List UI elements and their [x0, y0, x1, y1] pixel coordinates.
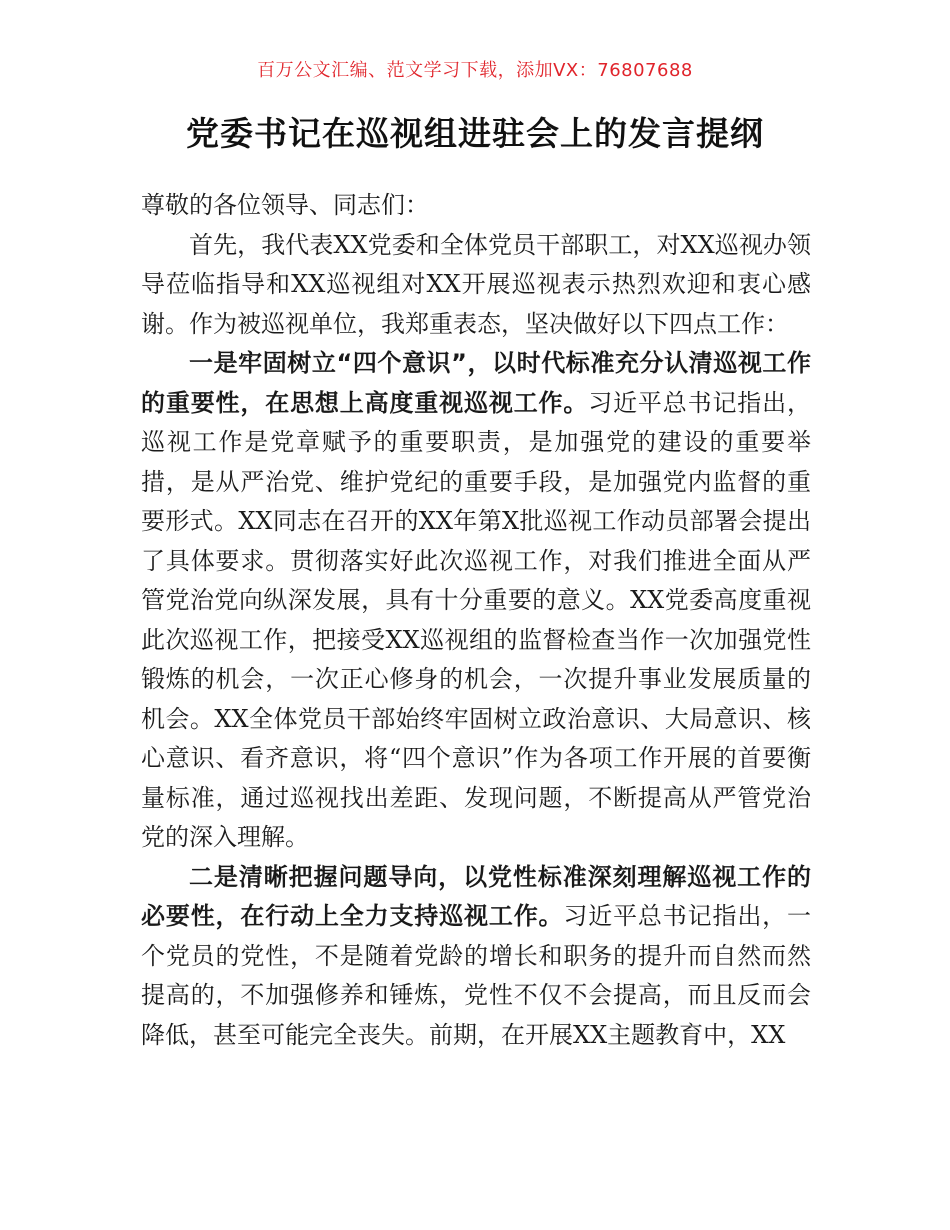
paragraph-point-two [141, 858, 811, 1056]
document-body [141, 186, 811, 1055]
paragraph-point-one [141, 344, 811, 858]
paragraph-text: 习近平总书记指出，巡视工作是党章赋予的重要职责，是加强党的建设的重要举措，是从严治党、维护党纪的重要手段，是加强党内监督的重要形式。XX同志在召开的XX年第X批巡视工作动员部署会提出了具体要求。贯彻落实好此次巡视工作，对我们推进全面从严管党治党向纵深发展，具有十分重要的意义。XX党委高度重视此次巡视工作，把接受XX巡视组的监督检查当作一次加强党性锻炼的机会，一次正心修身的机会，一次提升事业发展质量的机会。XX全体党员干部始终牢固树立政治意识、大局意识、核心意识、看齐意识，将“四个意识”作为各项工作开展的首要衡量标准，通过巡视找出差距、发现问题，不断提高从严管党治党的深入理解。 [141, 388, 812, 851]
salutation: 尊敬的各位领导、同志们： [141, 191, 429, 219]
paragraph-heading: 一是牢固树立“四个意识”，以时代标准充分认清巡视工作的重要性，在思想上高度重视巡视工作。 [141, 349, 811, 417]
header-watermark-note: 百万公文汇编、范文学习下载，添加VX：76807688 [257, 60, 693, 81]
paragraph-text: 习近平总书记指出，一个党员的党性，不是随着党龄的增长和职务的提升而自然而然提高的，不加强修养和锤炼，党性不仅不会提高，而且反而会降低，甚至可能完全丧失。前期，在开展XX主题教育中，XX [141, 902, 812, 1049]
paragraph-text: 首先，我代表XX党委和全体党员干部职工，对XX巡视办领导莅临指导和XX巡视组对XX开展巡视表示热烈欢迎和衷心感谢。作为被巡视单位，我郑重表态，坚决做好以下四点工作： [141, 230, 811, 338]
paragraph-intro [141, 226, 811, 345]
document-title: 党委书记在巡视组进驻会上的发言提纲 [186, 114, 764, 153]
paragraph-heading: 二是清晰把握问题导向，以党性标准深刻理解巡视工作的必要性，在行动上全力支持巡视工作。 [141, 862, 811, 930]
